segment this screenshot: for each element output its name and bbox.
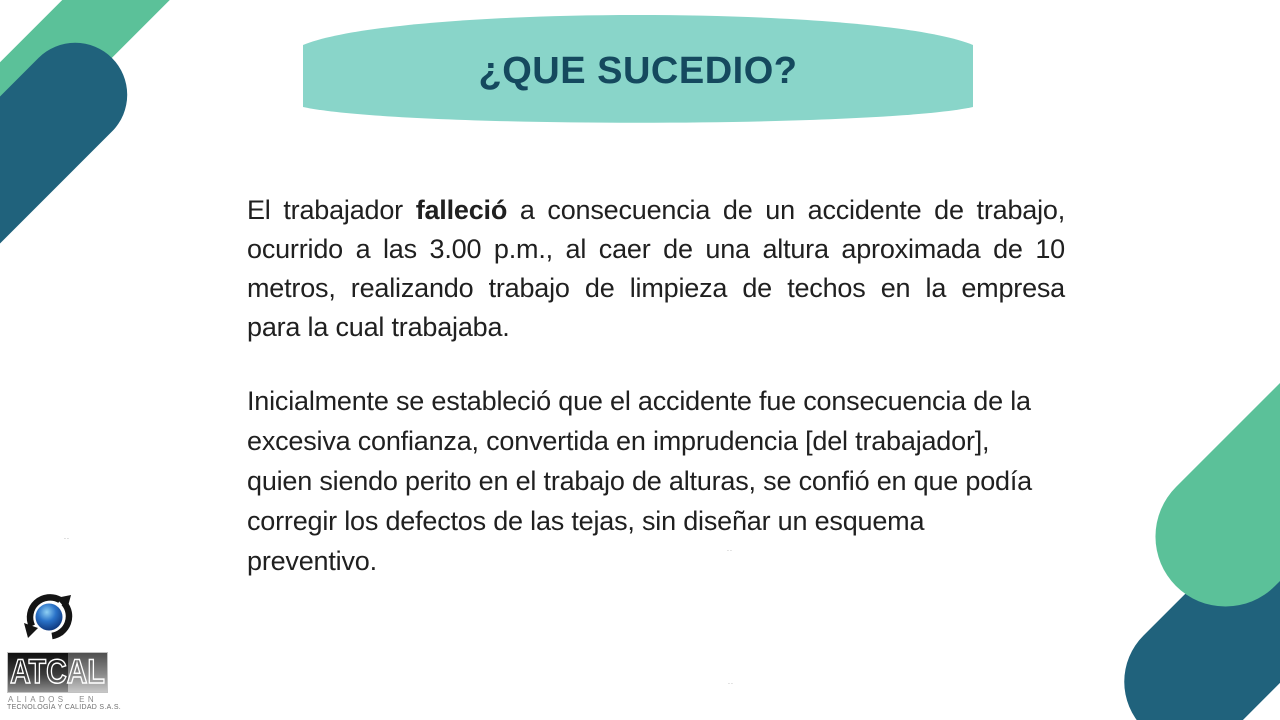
slide-title: ¿QUE SUCEDIO? <box>478 50 798 92</box>
paragraph1-line3: metros, realizando trabajo de limpieza de techos en la empresa <box>247 273 1065 303</box>
paragraph2-line3: quien siendo perito en el trabajo de alturas, se confió en que podía <box>247 466 1032 496</box>
paragraph1-line4: para la cual trabajaba. <box>247 312 510 342</box>
atcal-logo-box <box>7 652 108 693</box>
paragraph2-line1: Inicialmente se estableció que el accidente fue consecuencia de la <box>247 386 1031 416</box>
paragraph2-line4: corregir los defectos de las tejas, sin diseñar un esquema <box>247 506 925 536</box>
decoration-capsule-top-left-teal <box>0 21 149 408</box>
atcal-tagline-aliados: ALIADOS EN <box>8 695 98 704</box>
stray-mark-bottom: .. <box>728 679 734 686</box>
paragraph2-line2: excesiva confianza, convertida en imprudencia [del trabajador], <box>247 426 990 456</box>
paragraph1-line2: ocurrido a las 3.00 p.m., al caer de una altura aproximada de 10 <box>247 234 1065 264</box>
paragraph2-line5: preventivo. <box>247 546 377 576</box>
bold-fallecio: falleció <box>415 195 508 225</box>
paragraph-what-happened <box>247 191 1065 347</box>
stray-mark-center: .. <box>727 546 733 553</box>
stray-mark-left: .. <box>64 534 70 541</box>
paragraph-initial-finding <box>247 381 1079 581</box>
paragraph1-line1: El trabajador falleció a consecuencia de un accidente de trabajo, <box>247 195 1065 225</box>
blue-sphere <box>36 604 63 631</box>
decoration-capsule-bottom-right-green <box>1126 232 1280 635</box>
atcal-wordmark: ATCAL <box>10 653 105 691</box>
atcal-tagline-tecnologia: TECNOLOGÍA Y CALIDAD S.A.S. <box>7 704 122 711</box>
atcal-orbit-eye-icon <box>16 585 84 649</box>
